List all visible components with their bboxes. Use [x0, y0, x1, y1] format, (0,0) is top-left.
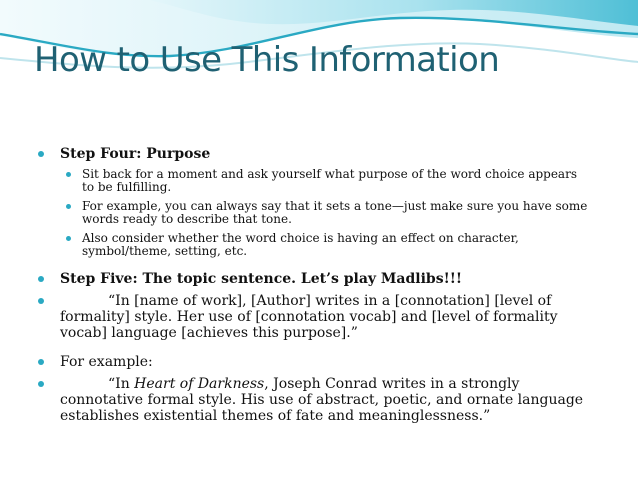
madlib-template	[0, 293, 638, 341]
bullet-icon	[38, 276, 44, 282]
bullet-icon	[38, 359, 44, 365]
list-item	[0, 232, 638, 258]
example-work-title: Heart of Darkness	[134, 376, 265, 392]
step-five-heading	[0, 271, 638, 287]
step-four-heading-text: Step Four: Purpose	[60, 146, 211, 162]
step-four-heading	[0, 146, 638, 162]
bullet-icon	[66, 236, 71, 241]
example-open-quote: “In	[108, 376, 135, 392]
subpoint-text: For example, you can always say that it sets a tone—just make sure you have some words ready to describe that tone.	[82, 199, 588, 226]
list-item	[0, 168, 638, 194]
list-item	[0, 200, 638, 226]
step-five-heading-text: Step Five: The topic sentence. Let’s play Madlibs!!!	[60, 271, 463, 287]
example-sentence	[0, 376, 638, 424]
example-label	[0, 354, 638, 370]
subpoint-text: Also consider whether the word choice is having an effect on character, symbol/theme, setting, etc.	[82, 231, 519, 258]
madlib-template-text: “In [name of work], [Author] writes in a [connotation] [level of formality] style. Her use of [connotation vocab] and [level of formality vocab] language [achieves this purpose].”	[60, 293, 558, 341]
bullet-icon	[66, 172, 71, 177]
example-label-text: For example:	[60, 354, 153, 370]
subpoint-text: Sit back for a moment and ask yourself what purpose of the word choice appears to be fulfilling.	[82, 167, 577, 194]
bullet-icon	[38, 151, 44, 157]
example-rest-text: , Joseph Conrad writes in a strongly connotative formal style. His use of abstract, poetic, and ornate language establishes existential themes of fate and meaninglessness.”	[60, 376, 584, 424]
slide-content	[0, 146, 638, 424]
bullet-icon	[38, 381, 44, 387]
slide-title: How to Use This Information	[34, 40, 500, 80]
bullet-icon	[38, 298, 44, 304]
bullet-icon	[66, 204, 71, 209]
